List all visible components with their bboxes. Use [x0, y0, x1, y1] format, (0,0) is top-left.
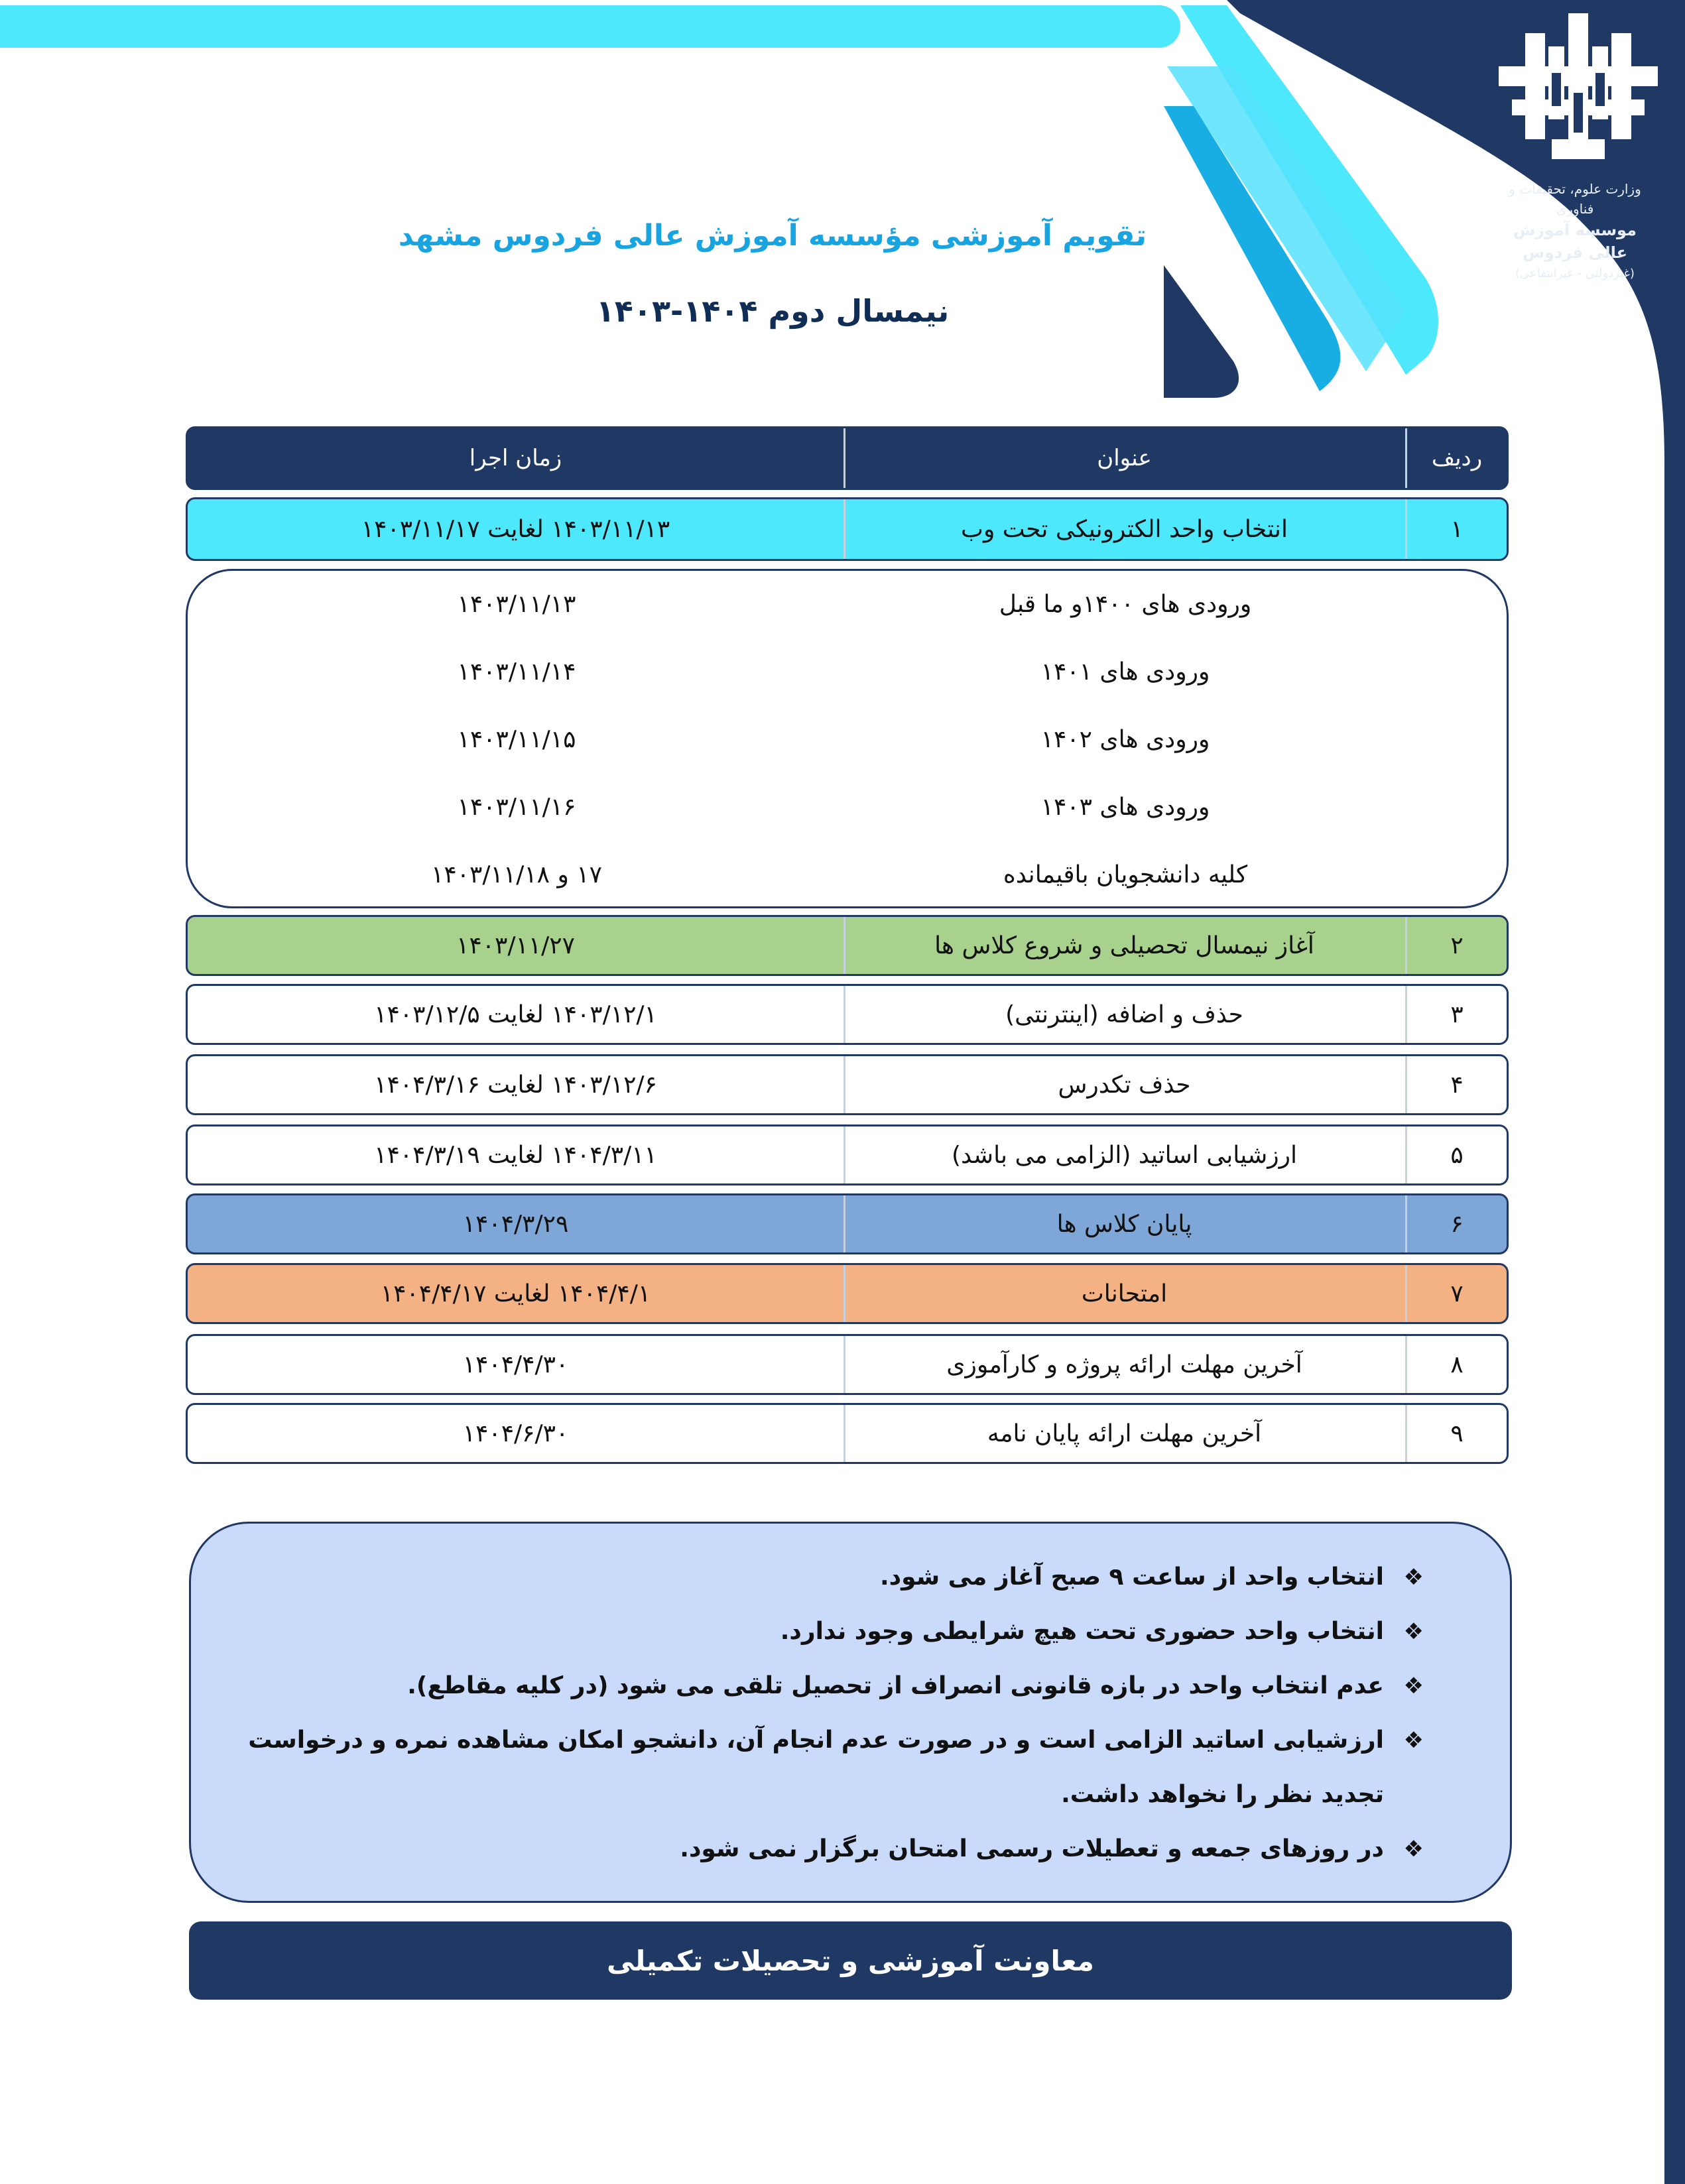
- sub-row-title: کلیه دانشجویان باقیمانده: [1003, 861, 1248, 888]
- row-title: انتخاب واحد الکترونیکی تحت وب: [843, 499, 1407, 559]
- table-row: [186, 497, 1509, 561]
- sub-row-title: ورودی های ۱۴۰۱: [1040, 658, 1210, 686]
- row-num: ۹: [1450, 1420, 1464, 1447]
- row-title: ارزشیابی اساتید (الزامی می باشد): [843, 1126, 1407, 1183]
- row-time: ۱۴۰۳/۱۱/۲۷: [188, 917, 845, 974]
- row-time: ۱۴۰۳/۱۱/۱۳ لغایت ۱۴۰۳/۱۱/۱۷: [188, 499, 845, 559]
- logo-caption: [1492, 179, 1658, 284]
- row-time: ۱۴۰۳/۱۲/۶ لغایت ۱۴۰۴/۳/۱۶: [188, 1056, 845, 1113]
- logo-ministry-line: وزارت علوم، تحقیقات و فناوری: [1509, 181, 1641, 217]
- row-title: آغاز نیمسال تحصیلی و شروع کلاس ها: [843, 917, 1407, 974]
- row-title: حذف تکدرس: [843, 1056, 1407, 1113]
- table-row: [186, 1124, 1509, 1185]
- diamond-bullet-icon: ❖: [1403, 1618, 1424, 1645]
- header-title: عنوان: [843, 428, 1407, 488]
- note-text: انتخاب واحد از ساعت ۹ صبح آغاز می شود.: [879, 1563, 1384, 1591]
- page-subtitle: نیمسال دوم ۱۴۰۴-۱۴۰۳: [595, 293, 950, 329]
- footer-department: معاونت آموزشی و تحصیلات تکمیلی: [189, 1921, 1512, 2000]
- sub-row-time: ۱۴۰۳/۱۱/۱۴: [457, 658, 576, 686]
- row-title: حذف و اضافه (اینترنتی): [843, 986, 1407, 1043]
- diamond-bullet-icon: ❖: [1403, 1673, 1424, 1699]
- sub-row-time: ۱۴۰۳/۱۱/۱۵: [457, 725, 576, 753]
- table-row: [186, 1403, 1509, 1464]
- table-row: [186, 1334, 1509, 1395]
- sub-row-time: ۱۴۰۳/۱۱/۱۳: [457, 590, 576, 618]
- row-title: آخرین مهلت ارائه پروژه و کارآموزی: [843, 1336, 1407, 1393]
- logo-type-line: (غیردولتی - غیرانتفاعی): [1515, 267, 1635, 280]
- note-text: عدم انتخاب واحد در بازه قانونی انصراف از تحصیل تلقی می شود (در کلیه مقاطع).: [407, 1672, 1384, 1699]
- note-item: [231, 1659, 1424, 1713]
- row-num: ۶: [1450, 1210, 1464, 1238]
- row-time: ۱۴۰۴/۶/۳۰: [188, 1405, 845, 1462]
- table-header: [186, 426, 1509, 490]
- note-text: در روزهای جمعه و تعطیلات رسمی امتحان برگزار نمی شود.: [680, 1835, 1384, 1862]
- note-item: [231, 1713, 1424, 1822]
- table-row: [186, 1193, 1509, 1254]
- row-time: ۱۴۰۴/۴/۳۰: [188, 1336, 845, 1393]
- logo-institute-line: موسسه آموزش عالی فردوس: [1513, 221, 1637, 262]
- header-time: زمان اجرا: [188, 428, 845, 488]
- sub-row-time: ۱۴۰۳/۱۱/۱۶: [457, 793, 576, 821]
- notes-box: [189, 1522, 1512, 1903]
- row-num: ۳: [1450, 1001, 1464, 1028]
- page-title: تقویم آموزشی مؤسسه آموزش عالی فردوس مشهد: [398, 219, 1147, 253]
- note-item: [231, 1605, 1424, 1659]
- table-row: [186, 1054, 1509, 1115]
- sub-row-time: ۱۷ و ۱۴۰۳/۱۱/۱۸: [431, 861, 602, 888]
- diamond-bullet-icon: ❖: [1403, 1727, 1424, 1754]
- row-title: امتحانات: [843, 1265, 1407, 1322]
- row-time: ۱۴۰۴/۳/۲۹: [188, 1195, 845, 1252]
- row-num: ۱: [1450, 515, 1464, 543]
- sub-row-title: ورودی های ۱۴۰۰و ما قبل: [999, 590, 1252, 618]
- row-num: ۴: [1450, 1071, 1464, 1099]
- enrollment-schedule-box: [186, 569, 1509, 908]
- row-title: آخرین مهلت ارائه پایان نامه: [843, 1405, 1407, 1462]
- diamond-bullet-icon: ❖: [1403, 1836, 1424, 1862]
- row-num: ۲: [1450, 932, 1464, 959]
- row-num: ۷: [1450, 1280, 1464, 1307]
- row-time: ۱۴۰۳/۱۲/۱ لغایت ۱۴۰۳/۱۲/۵: [188, 986, 845, 1043]
- diamond-bullet-icon: ❖: [1403, 1564, 1424, 1591]
- row-title: پایان کلاس ها: [843, 1195, 1407, 1252]
- row-num: ۸: [1450, 1351, 1464, 1378]
- row-time: ۱۴۰۴/۴/۱ لغایت ۱۴۰۴/۴/۱۷: [188, 1265, 845, 1322]
- note-item: [231, 1822, 1424, 1876]
- note-text: انتخاب واحد حضوری تحت هیچ شرایطی وجود ندارد.: [780, 1618, 1384, 1645]
- note-text: ارزشیابی اساتید الزامی است و در صورت عدم انجام آن، دانشجو امکان مشاهده نمره و درخواست تجدید نظر را نخواهد داشت.: [248, 1727, 1384, 1808]
- table-row: [186, 1263, 1509, 1324]
- table-row: [186, 984, 1509, 1045]
- row-num: ۵: [1450, 1141, 1464, 1169]
- header-num: ردیف: [1431, 445, 1483, 471]
- row-time: ۱۴۰۴/۳/۱۱ لغایت ۱۴۰۴/۳/۱۹: [188, 1126, 845, 1183]
- sub-row-title: ورودی های ۱۴۰۳: [1040, 793, 1210, 821]
- note-item: [231, 1550, 1424, 1605]
- top-accent-bar: [0, 5, 1180, 48]
- table-row: [186, 915, 1509, 976]
- sub-row-title: ورودی های ۱۴۰۲: [1040, 725, 1210, 753]
